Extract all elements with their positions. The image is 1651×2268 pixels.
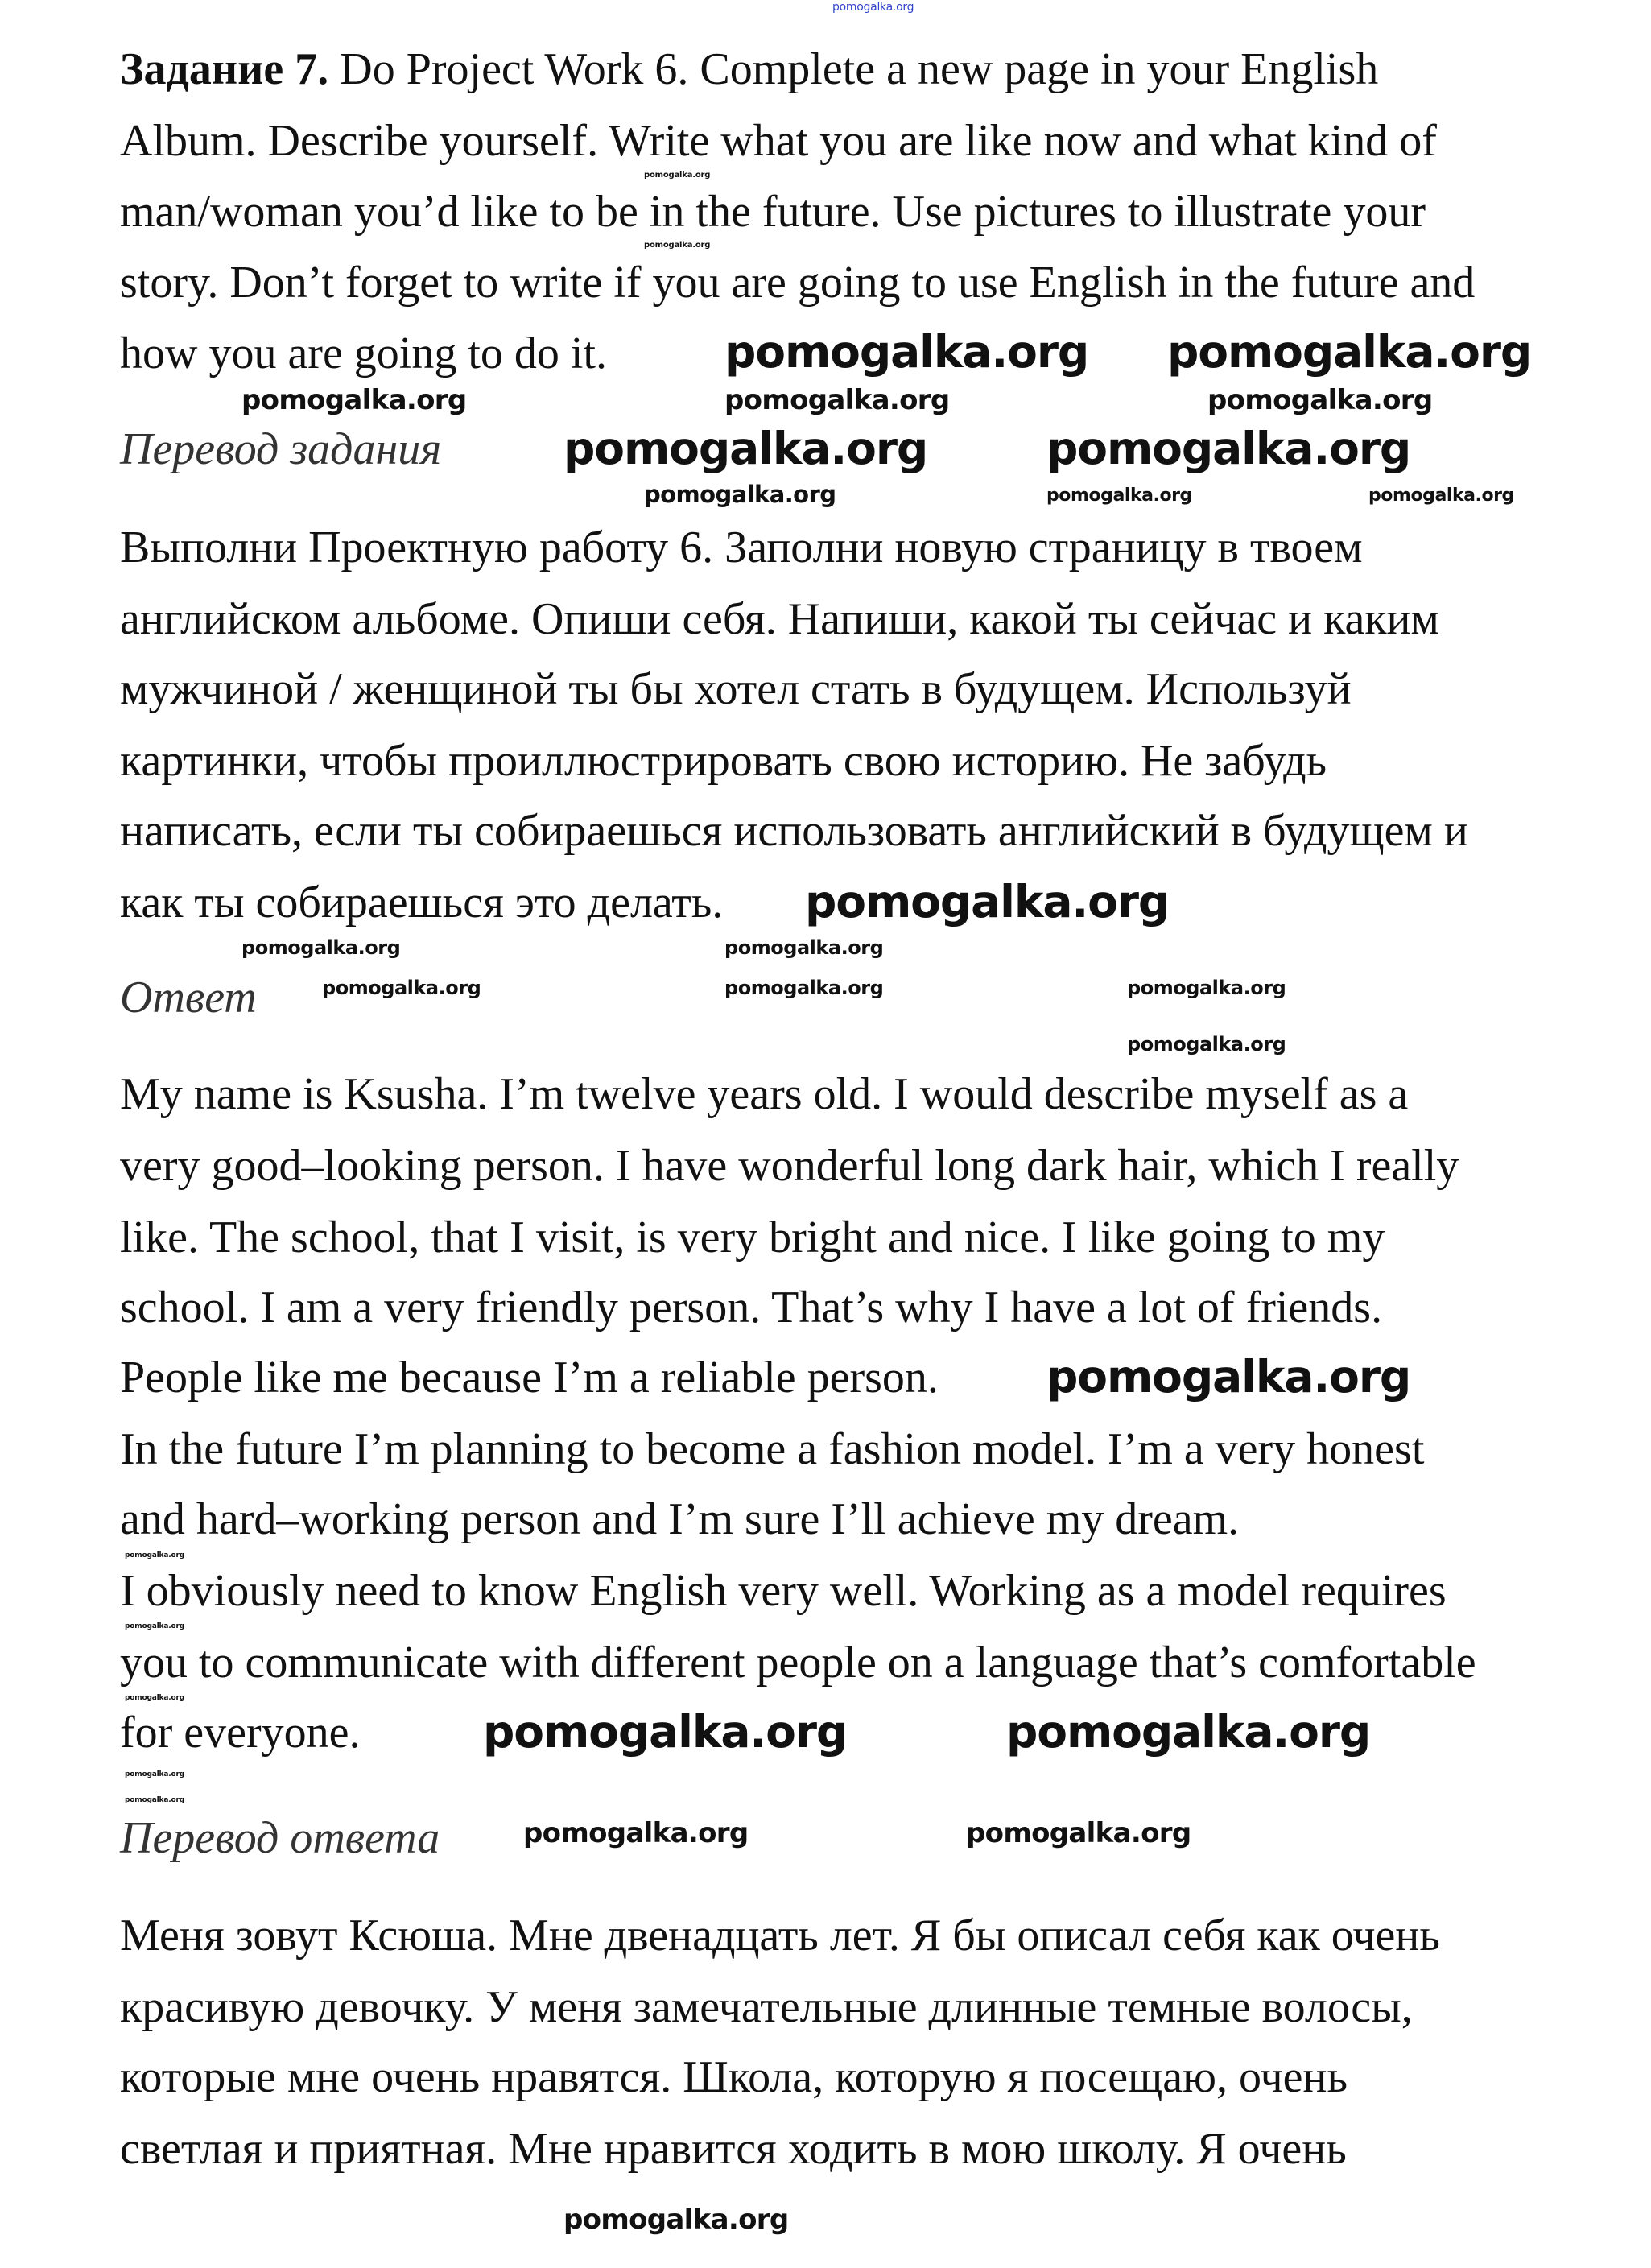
watermark: pomogalka.org [241,384,467,416]
answer-line: People like me because I’m a reliable person. [120,1353,939,1403]
answer-line: In the future I’m planning to become a fashion model. I’m a very honest [120,1424,1425,1474]
watermark: pomogalka.org [724,384,950,416]
task-translation-line: как ты собираешься это делать. [120,878,724,927]
task-line: man/woman you’d like to be in the future. Use pictures to illustrate your [120,187,1426,237]
answer-line: you to communicate with different people on a language that’s comfortable [120,1638,1476,1688]
task-translation-line: мужчиной / женщиной ты бы хотел стать в будущем. Используй [120,664,1352,714]
answer-line: for everyone. [120,1708,361,1758]
task-line: Album. Describe yourself. Write what you are like now and what kind of [120,116,1437,166]
answer-line: school. I am a very friendly person. That’s why I have a lot of friends. [120,1283,1383,1332]
task-translation-line: Выполни Проектную работу 6. Заполни новую страницу в твоем [120,523,1363,572]
watermark: pomogalka.org [125,1796,184,1804]
watermark: pomogalka.org [483,1706,848,1758]
watermark: pomogalka.org [805,876,1170,927]
watermark: pomogalka.org [1368,485,1514,506]
watermark: pomogalka.org [724,977,884,999]
watermark: pomogalka.org [125,1694,184,1702]
watermark: pomogalka.org [724,936,884,959]
watermark: pomogalka.org [644,241,711,250]
section-heading-task-translation: Перевод задания [120,424,442,474]
answer-translation-line: которые мне очень нравятся. Школа, которую я посещаю, очень [120,2052,1348,2102]
watermark: pomogalka.org [724,326,1089,378]
watermark: pomogalka.org [1046,485,1192,506]
task-translation-line: написать, если ты собираешься использовать английский в будущем и [120,806,1468,856]
watermark: pomogalka.org [966,1817,1191,1849]
watermark: pomogalka.org [1046,423,1411,474]
answer-translation-line: Меня зовут Ксюша. Мне двенадцать лет. Я бы описал себя как очень [120,1911,1440,1960]
watermark: pomogalka.org [563,423,928,474]
answer-line: very good–looking person. I have wonderful long dark hair, which I really [120,1141,1459,1191]
answer-line: like. The school, that I visit, is very bright and nice. I like going to my [120,1212,1385,1262]
watermark: pomogalka.org [523,1817,749,1849]
answer-translation-line: светлая и приятная. Мне нравится ходить в мою школу. Я очень [120,2124,1347,2174]
answer-line: My name is Ksusha. I’m twelve years old. I would describe myself as a [120,1069,1409,1119]
watermark: pomogalka.org [1127,1033,1286,1056]
task-label: Задание 7. [120,44,329,94]
section-heading-answer-translation: Перевод ответа [120,1813,440,1863]
watermark-top: pomogalka.org [832,1,914,14]
watermark: pomogalka.org [125,1622,184,1630]
watermark: pomogalka.org [1046,1351,1411,1403]
task-line: how you are going to do it. [120,328,608,378]
task-translation-line: картинки, чтобы проиллюстрировать свою историю. Не забудь [120,736,1327,786]
task-text: Do Project Work 6. Complete a new page in your English [328,44,1379,94]
watermark: pomogalka.org [644,171,711,180]
task-line [120,43,1378,95]
watermark: pomogalka.org [241,936,401,959]
watermark: pomogalka.org [1127,977,1286,999]
watermark: pomogalka.org [1207,384,1433,416]
watermark: pomogalka.org [1006,1706,1371,1758]
section-heading-answer: Ответ [120,973,257,1022]
answer-line: I obviously need to know English very well. Working as a model requires [120,1566,1447,1616]
answer-line: and hard–working person and I’m sure I’ll achieve my dream. [120,1494,1240,1544]
watermark: pomogalka.org [322,977,481,999]
watermark: pomogalka.org [563,2204,789,2236]
task-translation-line: английском альбоме. Опиши себя. Напиши, какой ты сейчас и каким [120,594,1439,644]
watermark: pomogalka.org [1167,326,1532,378]
watermark: pomogalka.org [125,1770,184,1778]
answer-translation-line: красивую девочку. У меня замечательные длинные темные волосы, [120,1982,1413,2032]
watermark: pomogalka.org [125,1551,184,1560]
watermark: pomogalka.org [644,481,836,508]
task-line: story. Don’t forget to write if you are going to use English in the future and [120,258,1476,308]
